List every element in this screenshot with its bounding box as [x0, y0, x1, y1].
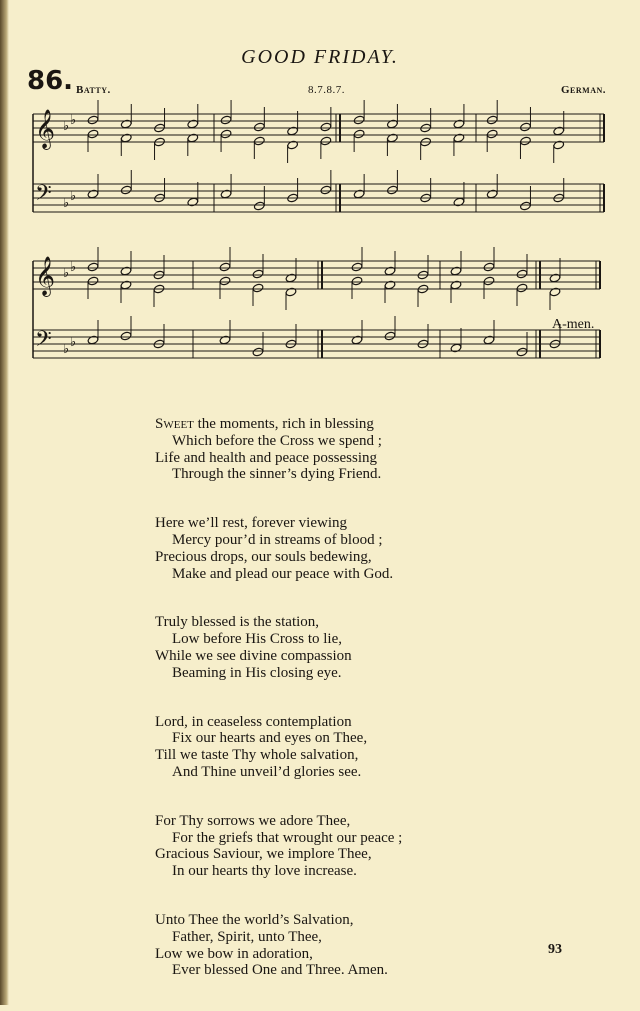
note-head [516, 347, 528, 357]
music-score [0, 0, 640, 400]
stanza-line: Unto Thee the world’s Salvation, [155, 911, 354, 928]
flat-icon: ♭ [70, 189, 77, 204]
stanza-line: Make and plead our peace with God. [172, 565, 394, 582]
note-head [387, 185, 399, 195]
note-head [483, 276, 495, 286]
stanza-line: Precious drops, our souls bedewing, [155, 548, 372, 565]
stanza-line: For Thy sorrows we adore Thee, [155, 812, 351, 829]
stanza-line: Here we’ll rest, forever viewing [155, 515, 347, 532]
flat-icon: ♭ [70, 113, 77, 128]
note-head [220, 115, 232, 125]
stanza-line: Through the sinner’s dying Friend. [172, 466, 382, 483]
note-head [252, 283, 264, 293]
note-head [120, 185, 132, 195]
note-head [252, 269, 264, 279]
note-head [87, 276, 99, 286]
stanza-2 [155, 515, 475, 582]
stanza-line: Beaming in His closing eye. [172, 664, 342, 681]
stanza-line: Low before His Cross to lie, [172, 631, 342, 648]
flat-icon: ♭ [70, 260, 77, 275]
note-head [384, 331, 396, 341]
stanza-line: And Thine unveil’d glories see. [172, 763, 362, 780]
note-head [120, 331, 132, 341]
note-head [483, 262, 495, 272]
stanza-line: Till we taste Thy whole salvation, [155, 747, 359, 764]
note-head [220, 129, 232, 139]
note-head [516, 283, 528, 293]
note-head [520, 136, 532, 146]
stanza-line: While we see divine compassion [155, 647, 352, 664]
note-head [486, 115, 498, 125]
flat-icon: ♭ [63, 119, 70, 134]
note-head [87, 129, 99, 139]
hymn-number: 86. [27, 66, 74, 96]
hymn-verses [155, 416, 475, 1011]
note-head [353, 115, 365, 125]
note-head [253, 136, 265, 146]
note-head [351, 262, 363, 272]
treble-clef-icon: 𝄞 [35, 256, 56, 296]
bass-clef-icon: 𝄢 [35, 181, 52, 211]
hymn-meter: 8.7.8.7. [308, 84, 345, 96]
stanza-line: Fix our hearts and eyes on Thee, [172, 730, 368, 747]
stanza-5 [155, 813, 475, 880]
composer-name: Batty. [76, 84, 111, 96]
stanza-line: Gracious Saviour, we implore Thee, [155, 846, 372, 863]
note-head [320, 185, 332, 195]
stanza-line: Ever blessed One and Three. Amen. [172, 962, 388, 979]
stanza-line: In our hearts thy love increase. [172, 863, 357, 880]
note-head [320, 122, 332, 132]
note-head [520, 201, 532, 211]
flat-icon: ♭ [63, 266, 70, 281]
note-head [253, 201, 265, 211]
stanza-6 [155, 912, 475, 979]
note-head [253, 122, 265, 132]
note-head [219, 276, 231, 286]
stanza-3 [155, 614, 475, 681]
treble-clef-icon: 𝄞 [35, 109, 56, 149]
note-head [219, 262, 231, 272]
stanza-line: the moments, rich in blessing [193, 416, 374, 432]
stanza-line: Low we bow in adoration, [155, 945, 313, 962]
note-head [87, 115, 99, 125]
stanza-line: Life and health and peace possessing [155, 449, 378, 466]
stanza-line: Mercy pour’d in streams of blood ; [172, 531, 383, 548]
tune-name: German. [560, 84, 606, 96]
note-head [520, 122, 532, 132]
stanza-4 [155, 714, 475, 781]
note-head [516, 269, 528, 279]
flat-icon: ♭ [63, 196, 70, 211]
note-head [87, 262, 99, 272]
stanza-line: Which before the Cross we spend ; [172, 432, 382, 449]
flat-icon: ♭ [70, 335, 77, 350]
flat-icon: ♭ [63, 342, 70, 357]
bass-clef-icon: 𝄢 [35, 327, 52, 357]
stanza-line: For the griefs that wrought our peace ; [172, 829, 403, 846]
note-head [353, 129, 365, 139]
stanza-1 [155, 416, 475, 483]
stanza-line: Lord, in ceaseless contemplation [155, 713, 352, 730]
stanza-line: Father, Spirit, unto Thee, [172, 928, 322, 945]
page-title: GOOD FRIDAY. [241, 46, 399, 68]
note-head [320, 136, 332, 146]
stanza-line: Truly blessed is the station, [155, 614, 320, 631]
note-head [486, 129, 498, 139]
note-head [351, 276, 363, 286]
page-number: 93 [548, 942, 562, 957]
stanza-first-word: Sweet [155, 416, 194, 432]
amen-label: A-men. [552, 317, 595, 332]
note-head [252, 347, 264, 357]
